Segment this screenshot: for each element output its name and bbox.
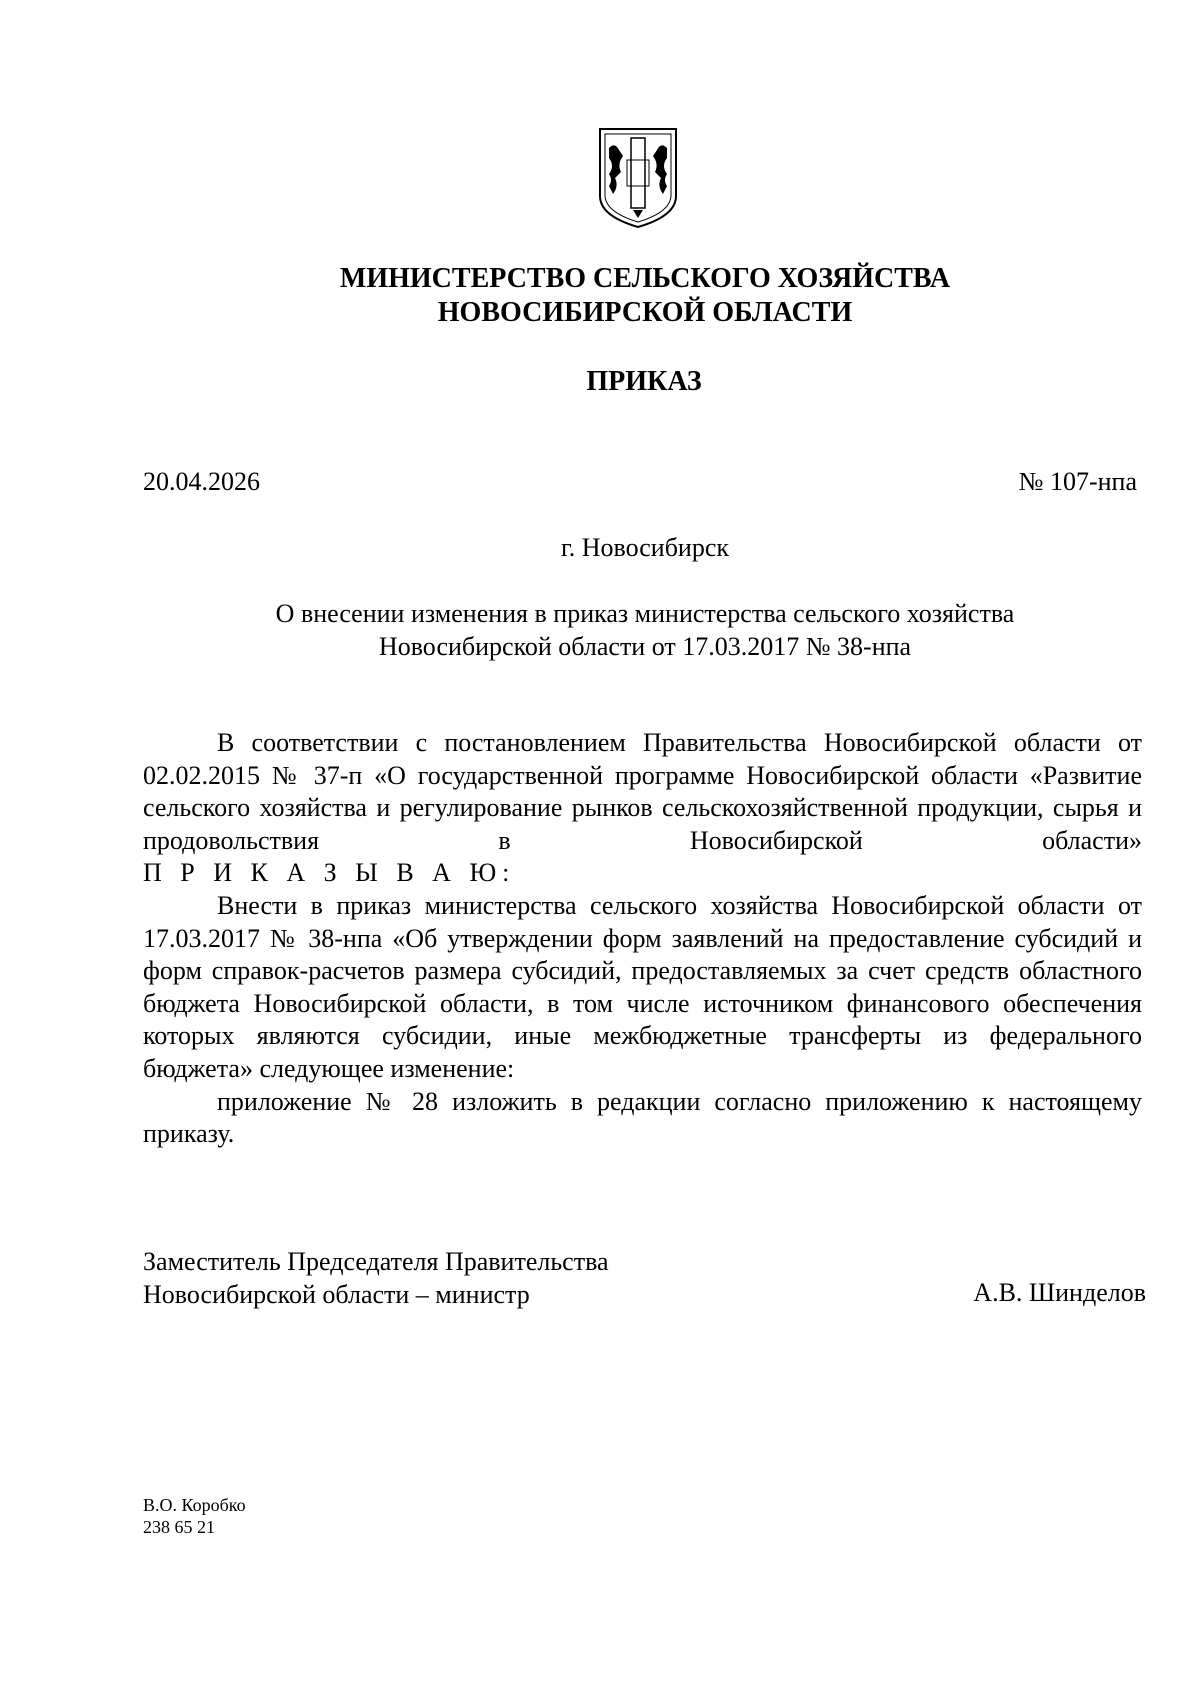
- ministry-heading: [0, 262, 1200, 330]
- doc-type-title: ПРИКАЗ: [586, 366, 702, 397]
- amendment-paragraph: Внести в приказ министерства сельского хозяйства Новосибирской области от 17.03.2017 № 38-нпа «Об утверждении форм заявлений на предоставление субсидий и форм справок-расчетов размера субсидий, предоставляемых за счет средств областного бюджета Новосибирской области, в том числе источником финансового обеспечения которых являются субсидии, иные межбюджетные трансферты из федерального бюджета» следующее изменение:: [143, 890, 1142, 1083]
- position-line1: Заместитель Председателя Правительства: [143, 1247, 609, 1276]
- subject-line1: О внесении изменения в приказ министерства сельского хозяйства: [275, 599, 1015, 628]
- ministry-name-line2: НОВОСИБИРСКОЙ ОБЛАСТИ: [437, 297, 853, 328]
- annex-paragraph: приложение № 28 изложить в редакции согласно приложению к настоящему приказу.: [143, 1086, 1142, 1149]
- preamble-paragraph: В соответствии с постановлением Правительства Новосибирской области от 02.02.2015 № 37-п «О государственной программе Новосибирской области «Развитие сельского хозяйства и регулирование рынков сельскохозяйственной продукции, сырья и продовольствия в Новосибирской области»: [143, 728, 1142, 855]
- position-line2: Новосибирской области – министр: [143, 1280, 530, 1309]
- subject-line2: Новосибирской области от 17.03.2017 № 38-нпа: [378, 632, 912, 661]
- order-body: [143, 727, 1142, 1151]
- signatory-position: [143, 1245, 609, 1311]
- city: г. Новосибирск: [560, 533, 730, 562]
- executor-info: [143, 1494, 246, 1538]
- order-subject: [0, 597, 1200, 663]
- executor-phone: 238 65 21: [143, 1517, 215, 1537]
- order-date: 20.04.2026: [143, 467, 260, 496]
- executor-name: В.О. Коробко: [143, 1495, 246, 1515]
- signatory-name: А.В. Шинделов: [973, 1278, 1146, 1307]
- coat-of-arms-emblem: [597, 126, 679, 230]
- ministry-name-line1: МИНИСТЕРСТВО СЕЛЬСКОГО ХОЗЯЙСТВА: [339, 263, 951, 294]
- order-word: П Р И К А З Ы В А Ю:: [143, 858, 516, 888]
- order-number: № 107-нпа: [1018, 467, 1137, 496]
